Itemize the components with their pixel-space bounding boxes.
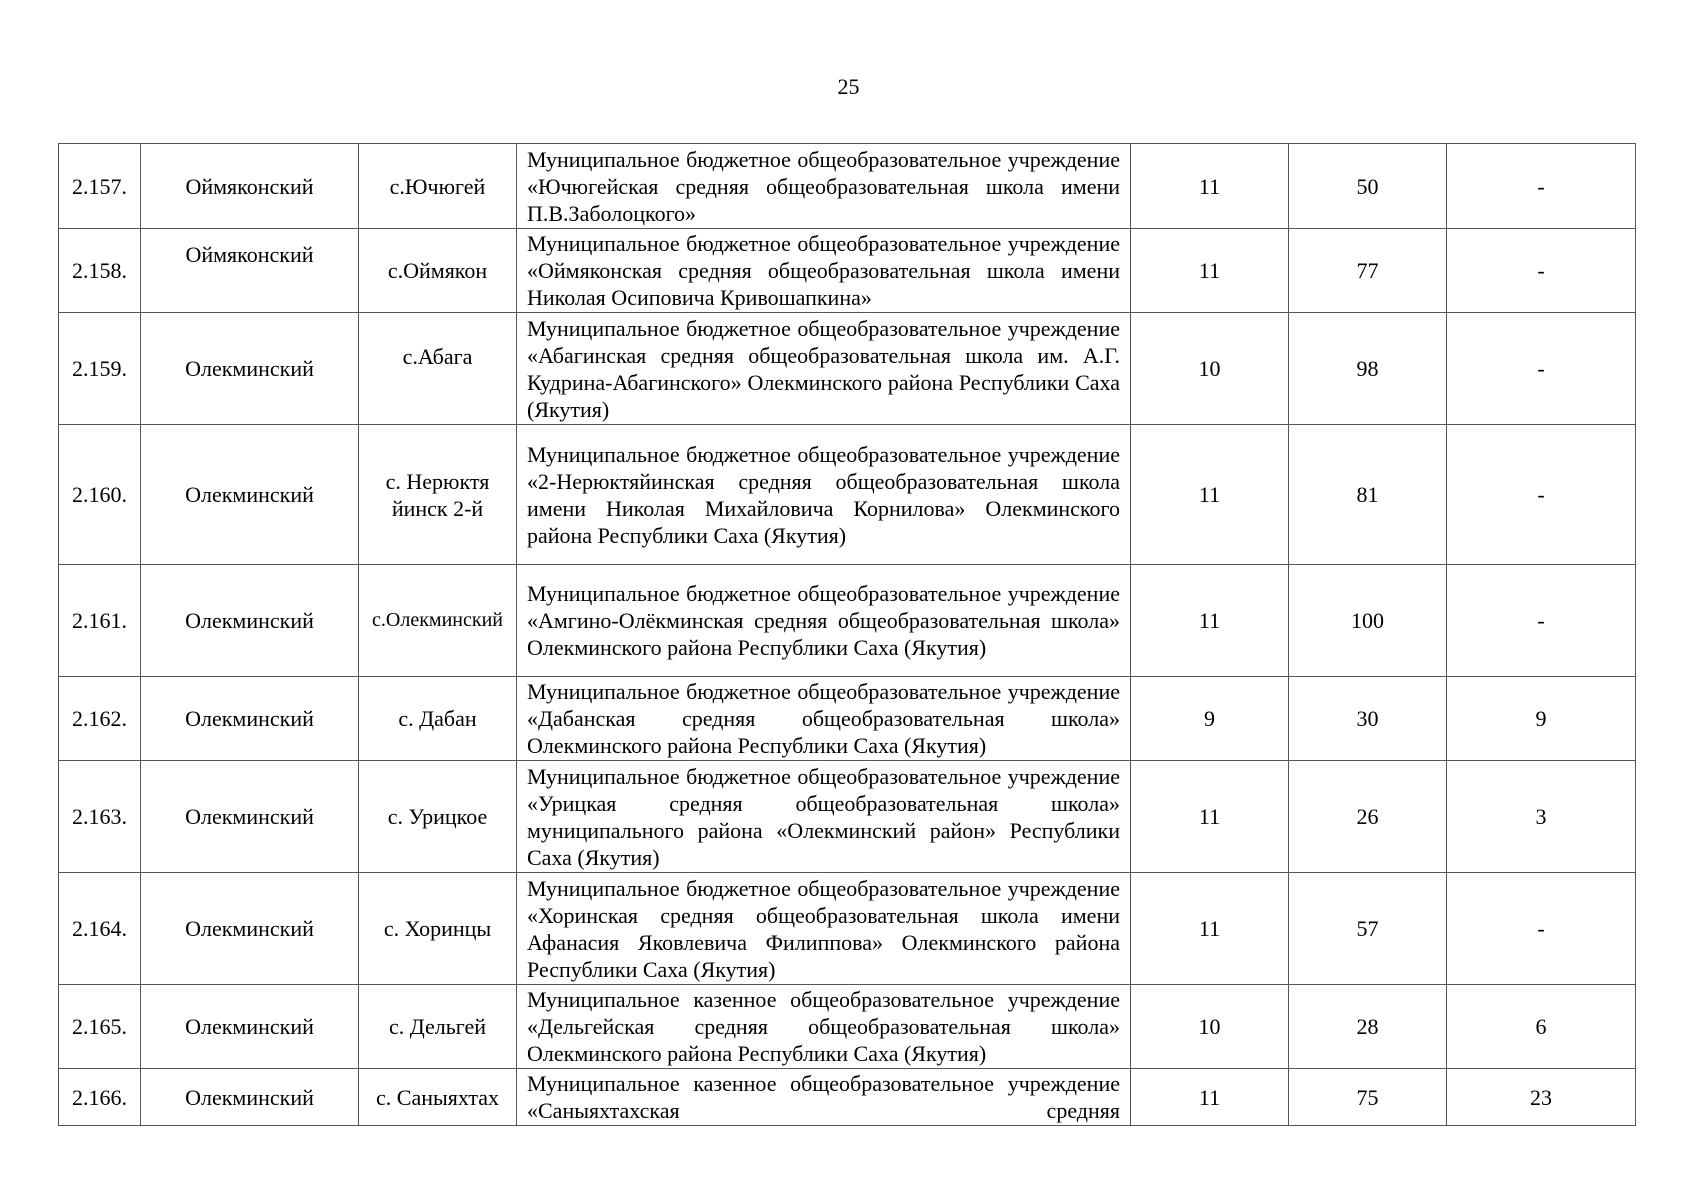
value-cell-3: - (1447, 873, 1636, 985)
settlement-cell: с. Урицкое (359, 761, 517, 873)
school-name-cell: Муниципальное казенное общеобразовательное учреждение «Дельгейская средняя общеобразовательная школа» Олекминского района Республики Саха (Якутия) (517, 985, 1131, 1069)
row-number: 2.160. (59, 425, 141, 565)
settlement-cell: с.Оймякон (359, 229, 517, 313)
settlement-cell: с.Абага (359, 313, 517, 425)
value-cell-3: 9 (1447, 677, 1636, 761)
settlement-cell: с. Дельгей (359, 985, 517, 1069)
settlement-cell: с.Олекминский (359, 565, 517, 677)
table-row (59, 313, 1636, 425)
value-cell-3: - (1447, 229, 1636, 313)
value-cell-3: 6 (1447, 985, 1636, 1069)
value-cell-3: 23 (1447, 1069, 1636, 1126)
page-number: 25 (837, 74, 860, 99)
row-number: 2.159. (59, 313, 141, 425)
value-cell-1: 11 (1131, 1069, 1289, 1126)
school-name-cell: Муниципальное бюджетное общеобразовательное учреждение «2-Нерюктяйинская средняя общеобразовательная школа имени Николая Михайловича Корнилова» Олекминского района Республики Саха (Якутия) (517, 425, 1131, 565)
school-name-cell: Муниципальное казенное общеобразовательное учреждение «Саныяхтахская средняя (517, 1069, 1131, 1126)
value-cell-1: 11 (1131, 425, 1289, 565)
district-cell: Олекминский (141, 425, 359, 565)
value-cell-3: 3 (1447, 761, 1636, 873)
value-cell-1: 10 (1131, 985, 1289, 1069)
district-cell: Олекминский (141, 1069, 359, 1126)
value-cell-3: - (1447, 565, 1636, 677)
value-cell-1: 10 (1131, 313, 1289, 425)
row-number: 2.161. (59, 565, 141, 677)
table-row (59, 1069, 1636, 1126)
school-name-cell: Муниципальное бюджетное общеобразовательное учреждение «Хоринская средняя общеобразовательная школа имени Афанасия Яковлевича Филиппова» Олекминского района Республики Саха (Якутия) (517, 873, 1131, 985)
settlement-cell: с. Дабан (359, 677, 517, 761)
table-row (59, 873, 1636, 985)
school-name-cell: Муниципальное бюджетное общеобразовательное учреждение «Дабанская средняя общеобразовательная школа» Олекминского района Республики Саха (Якутия) (517, 677, 1131, 761)
value-cell-2: 98 (1289, 313, 1447, 425)
district-cell: Олекминский (141, 761, 359, 873)
settlement-cell: с.Ючюгей (359, 144, 517, 229)
settlement-cell: с. Нерюктя йинск 2-й (359, 425, 517, 565)
table-row (59, 229, 1636, 313)
district-cell: Олекминский (141, 313, 359, 425)
row-number: 2.166. (59, 1069, 141, 1126)
value-cell-3: - (1447, 313, 1636, 425)
value-cell-1: 11 (1131, 761, 1289, 873)
table-row (59, 425, 1636, 565)
district-cell: Оймяконский (141, 144, 359, 229)
district-cell: Олекминский (141, 985, 359, 1069)
school-name-cell: Муниципальное бюджетное общеобразовательное учреждение «Амгино-Олёкминская средняя общеобразовательная школа» Олекминского района Республики Саха (Якутия) (517, 565, 1131, 677)
value-cell-2: 30 (1289, 677, 1447, 761)
table-row (59, 565, 1636, 677)
value-cell-2: 77 (1289, 229, 1447, 313)
value-cell-2: 26 (1289, 761, 1447, 873)
value-cell-2: 75 (1289, 1069, 1447, 1126)
settlement-cell: с. Саныяхтах (359, 1069, 517, 1126)
value-cell-1: 9 (1131, 677, 1289, 761)
value-cell-3: - (1447, 425, 1636, 565)
school-name-cell: Муниципальное бюджетное общеобразовательное учреждение «Абагинская средняя общеобразовательная школа им. А.Г. Кудрина-Абагинского» Олекминского района Республики Саха (Якутия) (517, 313, 1131, 425)
value-cell-2: 50 (1289, 144, 1447, 229)
value-cell-1: 11 (1131, 873, 1289, 985)
value-cell-2: 28 (1289, 985, 1447, 1069)
table-row (59, 761, 1636, 873)
district-cell: Оймяконский (141, 229, 359, 313)
value-cell-1: 11 (1131, 565, 1289, 677)
row-number: 2.165. (59, 985, 141, 1069)
school-name-cell: Муниципальное бюджетное общеобразовательное учреждение «Ючюгейская средняя общеобразовательная школа имени П.В.Заболоцкого» (517, 144, 1131, 229)
value-cell-1: 11 (1131, 144, 1289, 229)
settlement-cell: с. Хоринцы (359, 873, 517, 985)
school-name-cell: Муниципальное бюджетное общеобразовательное учреждение «Оймяконская средняя общеобразовательная школа имени Николая Осиповича Кривошапкина» (517, 229, 1131, 313)
value-cell-2: 81 (1289, 425, 1447, 565)
row-number: 2.157. (59, 144, 141, 229)
district-cell: Олекминский (141, 873, 359, 985)
row-number: 2.163. (59, 761, 141, 873)
value-cell-2: 57 (1289, 873, 1447, 985)
value-cell-2: 100 (1289, 565, 1447, 677)
row-number: 2.164. (59, 873, 141, 985)
row-number: 2.162. (59, 677, 141, 761)
table-row (59, 144, 1636, 229)
table-row (59, 985, 1636, 1069)
district-cell: Олекминский (141, 677, 359, 761)
value-cell-3: - (1447, 144, 1636, 229)
district-cell: Олекминский (141, 565, 359, 677)
school-name-cell: Муниципальное бюджетное общеобразовательное учреждение «Урицкая средняя общеобразовательная школа» муниципального района «Олекминский район» Республики Саха (Якутия) (517, 761, 1131, 873)
value-cell-1: 11 (1131, 229, 1289, 313)
table-row (59, 677, 1636, 761)
schools-table (58, 143, 1636, 1126)
row-number: 2.158. (59, 229, 141, 313)
